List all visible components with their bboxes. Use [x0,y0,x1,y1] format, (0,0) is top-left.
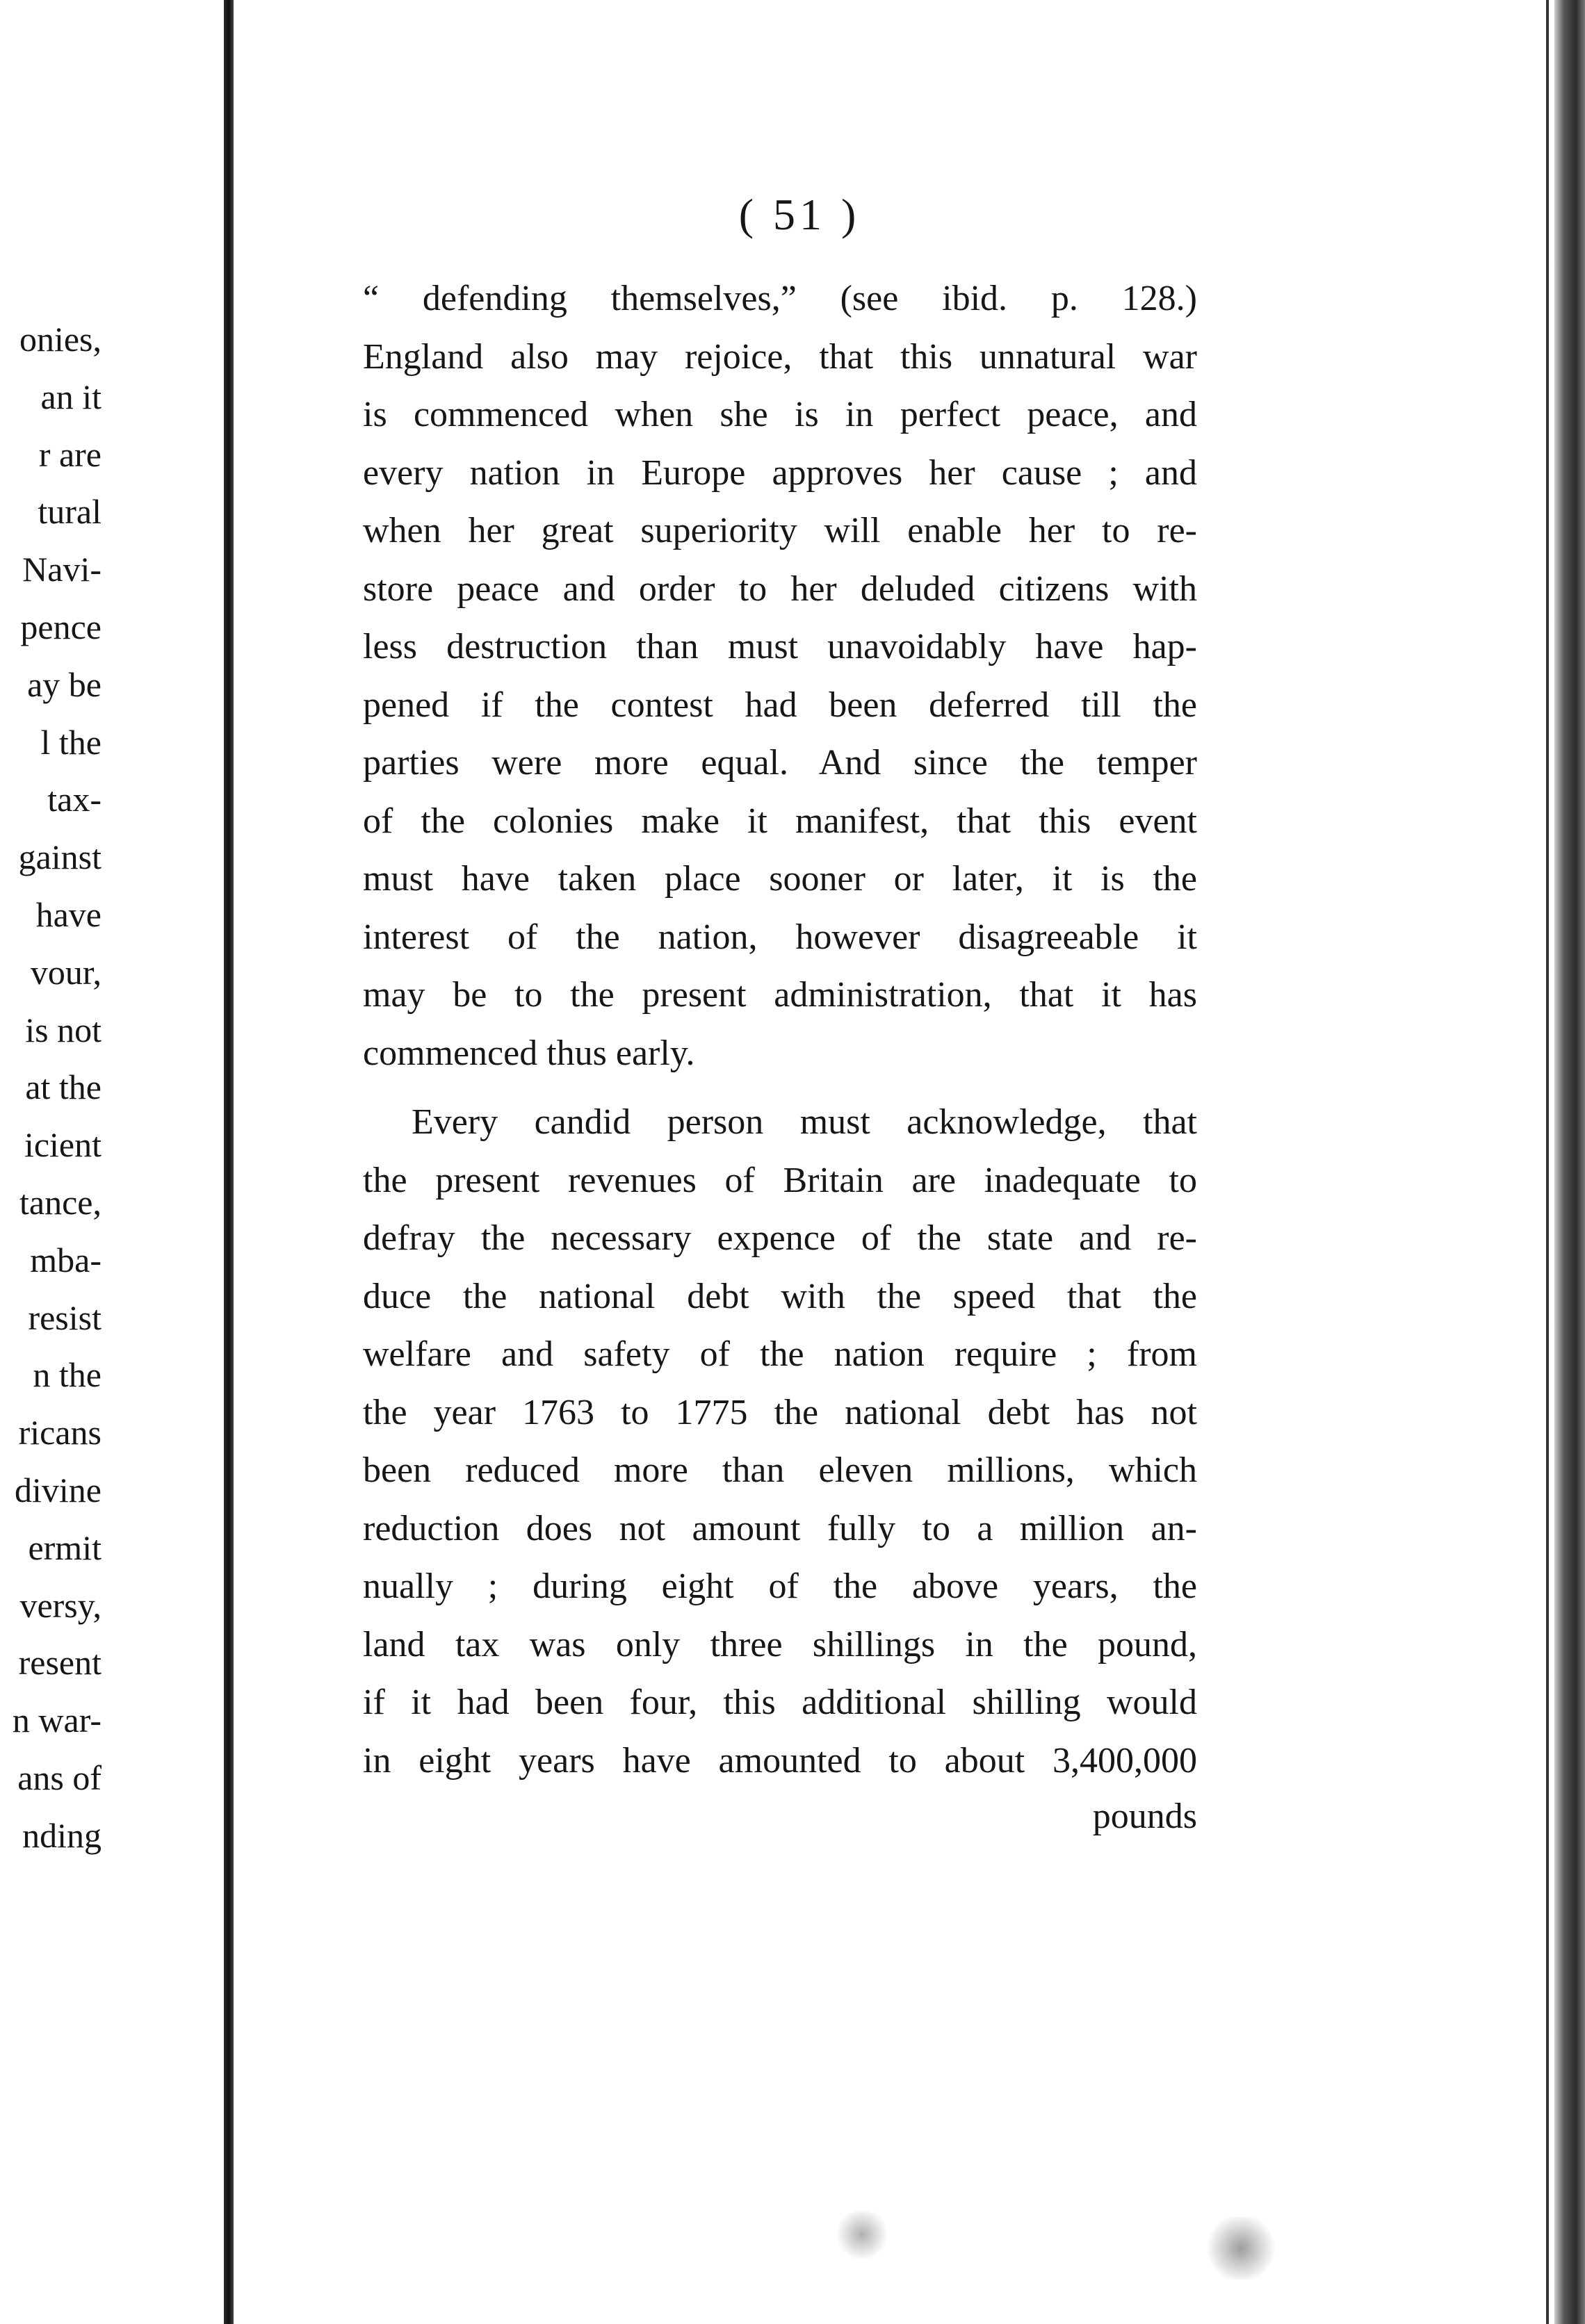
fragment-line: versy, [19,1585,101,1625]
page-gutter [224,0,234,2324]
paragraph [363,270,1197,1082]
fragment-line: n the [33,1355,101,1395]
page-edge-shadow [1554,0,1585,2324]
fragment-line: icient [24,1125,101,1165]
text-line: Every candid person must acknowledge, that [412,1102,1197,1142]
fragment-line: gainst [18,837,101,877]
text-line: the present revenues of Britain are inadequate to [363,1160,1197,1200]
fragment-line: tural [38,492,101,532]
text-line: of the colonies make it manifest, that this event [363,801,1197,841]
text-line: land tax was only three shillings in the pound, [363,1624,1197,1664]
fragment-line: vour, [30,952,101,992]
text-line: been reduced more than eleven millions, which [363,1450,1197,1490]
text-line: welfare and safety of the nation require ; from [363,1334,1197,1374]
fragment-line: ans of [17,1758,101,1797]
text-line: the year 1763 to 1775 the national debt has not [363,1392,1197,1432]
fragment-line: at the [25,1067,101,1107]
fragment-line: ay be [27,664,101,704]
text-line: commenced thus early. [363,1033,695,1073]
page-body [363,270,1197,1790]
text-line: interest of the nation, however disagreeable it [363,917,1197,957]
fragment-line: Navi- [22,550,101,589]
text-line: pened if the contest had been deferred till the [363,685,1197,725]
text-line: duce the national debt with the speed that the [363,1276,1197,1316]
text-line: reduction does not amount fully to a million an- [363,1508,1197,1548]
text-line: England also may rejoice, that this unnatural war [363,336,1197,377]
text-line: in eight years have amounted to about 3,400,000 [363,1740,1197,1781]
text-line: may be to the present administration, that it has [363,975,1197,1015]
text-line: must have taken place sooner or later, it is the [363,859,1197,899]
text-line: store peace and order to her deluded citizens with [363,568,1197,609]
fragment-line: ermit [28,1528,101,1567]
text-line: “ defending themselves,” (see ibid. p. 128.) [363,279,1197,318]
fragment-line: an it [40,377,101,416]
paragraph [363,1093,1197,1790]
page-edge-line [1546,0,1549,2324]
fragment-line: divine [15,1471,101,1509]
facing-page-fragment [0,0,229,2324]
fragment-line: pence [20,607,101,646]
catchword: pounds [1092,1797,1197,1836]
fragment-line: r are [38,434,101,474]
text-line: is commenced when she is in perfect peace, and [363,395,1197,434]
text-line: if it had been four, this additional shilling would [363,1683,1197,1722]
fragment-line: n war- [12,1701,101,1740]
fragment-line: onies, [19,320,101,359]
fragment-line: resist [28,1298,101,1337]
fragment-line: is not [25,1010,101,1049]
text-line: nually ; during eight of the above years, the [363,1566,1197,1606]
fragment-line: l the [40,722,101,762]
fragment-line: have [35,895,101,934]
text-line: parties were more equal. And since the temper [363,743,1197,783]
text-line: defray the necessary expence of the state and re- [363,1218,1197,1258]
paragraph-gap [363,1082,1197,1093]
fragment-line: resent [18,1643,101,1683]
fragment-line: nding [22,1815,101,1855]
fragment-line: ricans [18,1413,101,1452]
text-line: when her great superiority will enable her to re- [363,511,1197,550]
ink-smudge [834,2210,890,2259]
fragment-line: tance, [19,1183,101,1222]
page-number: ( 51 ) [738,190,861,239]
fragment-line: tax- [47,780,101,819]
text-line: less destruction than must unavoidably have hap- [363,627,1197,666]
text-line: every nation in Europe approves her cause ; and [363,452,1197,493]
fragment-line: mba- [30,1240,101,1279]
ink-smudge [1203,2217,1279,2280]
